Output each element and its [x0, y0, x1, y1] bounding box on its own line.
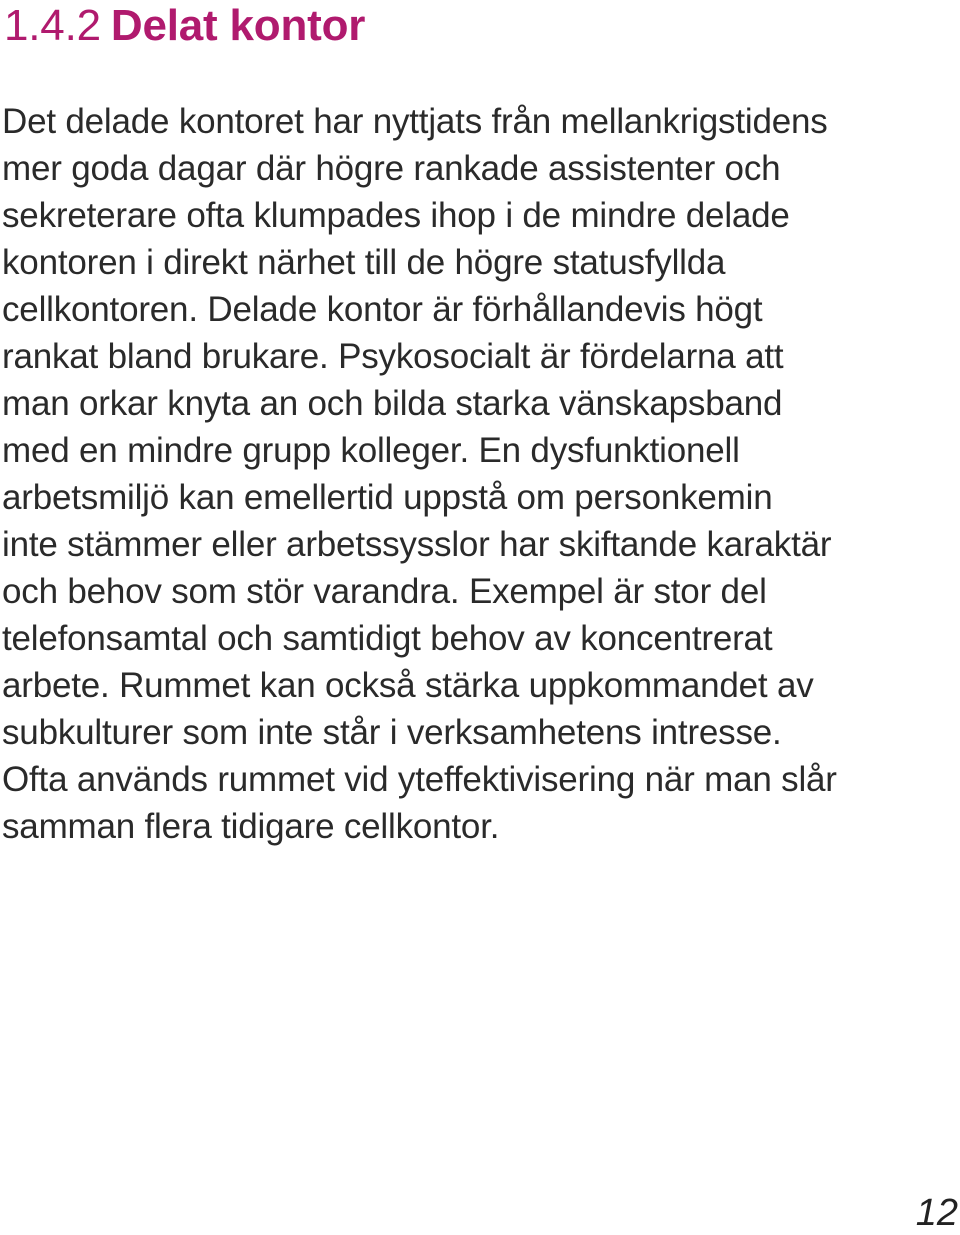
- text-line: med en mindre grupp kolleger. En dysfunktionell: [2, 431, 740, 470]
- text-line: man orkar knyta an och bilda starka vänskapsband: [2, 384, 783, 423]
- section-number: 1.4.2: [4, 1, 101, 50]
- text-line: samman flera tidigare cellkontor.: [2, 807, 500, 846]
- text-line: arbete. Rummet kan också stärka uppkommandet av: [2, 666, 814, 705]
- text-line: Det delade kontoret har nyttjats från mellankrigstidens: [2, 102, 828, 141]
- text-line: och behov som stör varandra. Exempel är stor del: [2, 572, 767, 611]
- section-heading: [4, 0, 365, 52]
- text-line: telefonsamtal och samtidigt behov av koncentrerat: [2, 619, 773, 658]
- text-line: rankat bland brukare. Psykosocialt är fördelarna att: [2, 337, 784, 376]
- text-line: cellkontoren. Delade kontor är förhållandevis högt: [2, 290, 763, 329]
- text-line: subkulturer som inte står i verksamhetens intresse.: [2, 713, 782, 752]
- page-number: 12: [915, 1192, 958, 1234]
- text-line: sekreterare ofta klumpades ihop i de mindre delade: [2, 196, 790, 235]
- text-line: inte stämmer eller arbetssysslor har skiftande karaktär: [2, 525, 832, 564]
- section-title: Delat kontor: [110, 1, 366, 50]
- body-paragraph: [2, 98, 837, 850]
- text-line: arbetsmiljö kan emellertid uppstå om personkemin: [2, 478, 773, 517]
- text-line: Ofta används rummet vid yteffektivisering när man slår: [2, 760, 837, 799]
- text-line: kontoren i direkt närhet till de högre statusfyllda: [2, 243, 726, 282]
- text-line: mer goda dagar där högre rankade assistenter och: [2, 149, 781, 188]
